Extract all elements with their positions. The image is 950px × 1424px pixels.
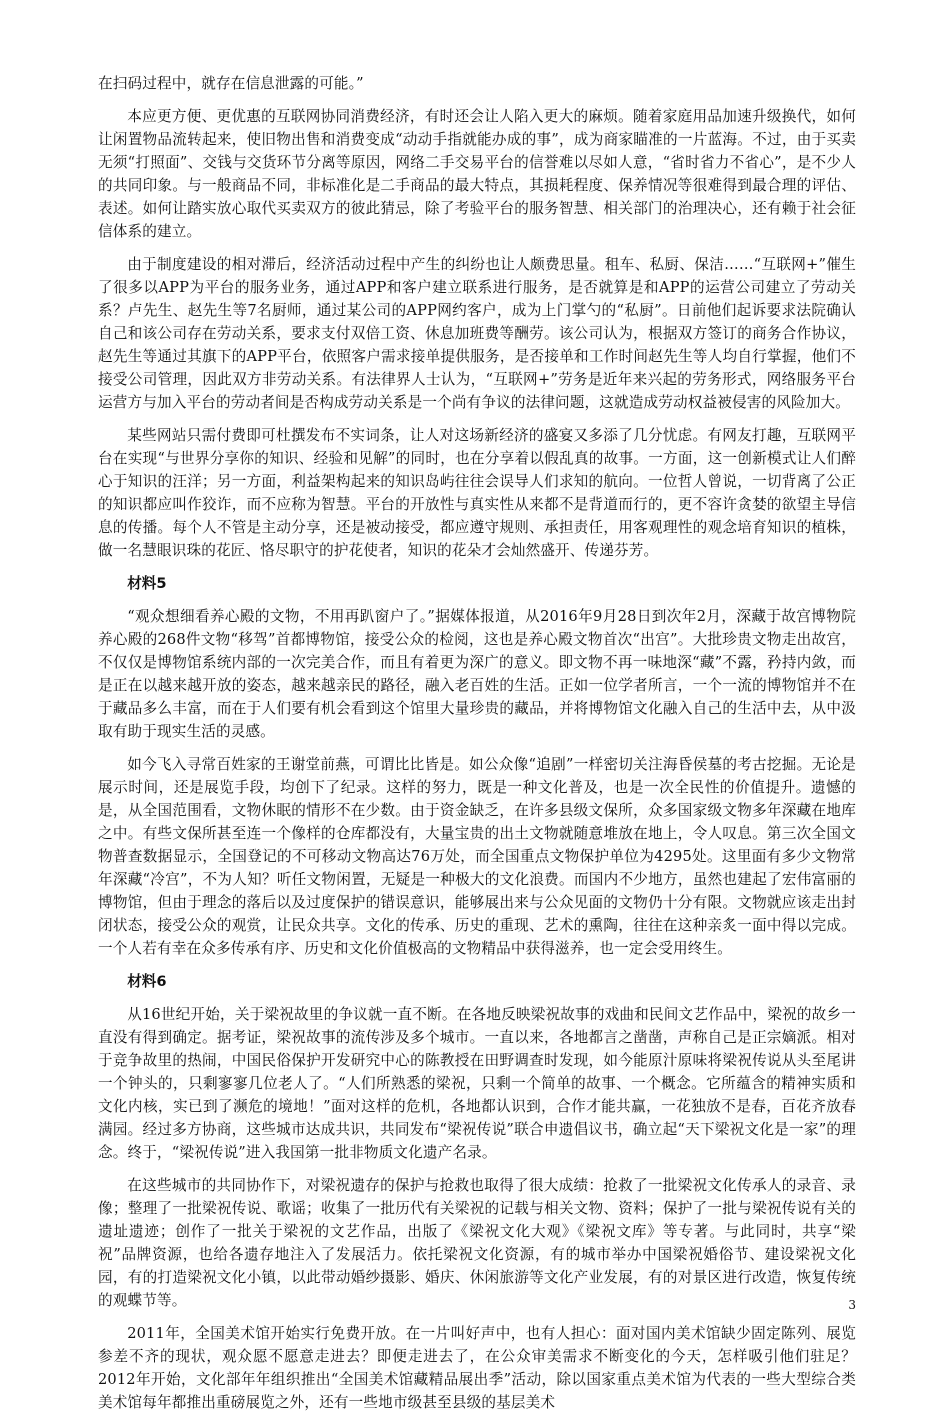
paragraph: 2011年，全国美术馆开始实行免费开放。在一片叫好声中，也有人担心：面对国内美术馆缺少固定陈列、展览参差不齐的现状，观众愿不愿意走进去？即便走进去了，在公众审美需求不断变化的今天，怎样吸引他们驻足？2012年开始，文化部年年组织推出“全国美术馆藏精品展出季”活动，除以国家重点美术馆为代表的一些大型综合类美术馆每年都推出重磅展览之外，还有一些地市级甚至县级的基层美术 (98, 1325, 856, 1411)
paragraph: 在扫码过程中，就存在信息泄露的可能。” (98, 75, 364, 92)
page-number: 3 (848, 1298, 856, 1312)
section-heading-material-5: 材料5 (127, 575, 167, 592)
paragraph: 某些网站只需付费即可杜撰发布不实词条，让人对这场新经济的盛宴又多添了几分忧虑。有网友打趣，互联网平台在实现“与世界分享你的知识、经验和见解”的同时，也在分享着以假乱真的故事。一方面，这一创新模式让人们醉心于知识的汪洋；另一方面，利益架构起来的知识岛屿往往会误导人们求知的航向。一位哲人曾说，一切背离了公正的知识都应叫作狡诈，而不应称为智慧。平台的开放性与真实性从来都不是背道而行的，更不容许贪婪的欲望主导信息的传播。每个人不管是主动分享，还是被动接受，都应遵守规则、承担责任，用客观理性的观念培育知识的植株，做一名慧眼识珠的花匠、恪尽职守的护花使者，知识的花朵才会灿然盛开、传递芬芳。 (98, 427, 856, 559)
paragraph: 由于制度建设的相对滞后，经济活动过程中产生的纠纷也让人颇费思量。租车、私厨、保洁……“互联网+”催生了很多以APP为平台的服务业务，通过APP和客户建立联系进行服务，是否就算是和APP的运营公司建立了劳动关系？卢先生、赵先生等7名厨师，通过某公司的APP网约客户，成为上门掌勺的“私厨”。日前他们起诉要求法院确认自己和该公司存在劳动关系，要求支付双倍工资、休息加班费等酬劳。该公司认为，根据双方签订的商务合作协议，赵先生等通过其旗下的APP平台，依照客户需求接单提供服务，是否接单和工作时间赵先生等人均自行掌握，他们不接受公司管理，因此双方非劳动关系。有法律界人士认为，“互联网+”劳务是近年来兴起的劳务形式，网络服务平台运营方与加入平台的劳动者间是否构成劳动关系是一个尚有争议的法律问题，这就造成劳动权益被侵害的风险加大。 (98, 256, 856, 411)
paragraph: 本应更方便、更优惠的互联网协同消费经济，有时还会让人陷入更大的麻烦。随着家庭用品加速升级换代，如何让闲置物品流转起来，使旧物出售和消费变成“动动手指就能办成的事”，成为商家瞄准的一片蓝海。不过，由于买卖无须“打照面”、交钱与交货环节分离等原因，网络二手交易平台的信誉难以尽如人意，“省时省力不省心”，是不少人的共同印象。与一般商品不同，非标准化是二手商品的最大特点，其损耗程度、保养情况等很难得到最合理的评估、表述。如何让踏实放心取代买卖双方的彼此猜忌，除了考验平台的服务智慧、相关部门的治理决心，还有赖于社会征信体系的建立。 (98, 108, 856, 240)
paragraph: 在这些城市的共同协作下，对梁祝遗存的保护与抢救也取得了很大成绩：抢救了一批梁祝文化传承人的录音、录像；整理了一批梁祝传说、歌谣；收集了一批历代有关梁祝的记载与相关文物、资料；保护了一批与梁祝传说有关的遗址遗迹；创作了一批关于梁祝的文艺作品，出版了《梁祝文化大观》《梁祝文库》等专著。与此同时，共享“梁祝”品牌资源，也给各遗存地注入了发展活力。依托梁祝文化资源，有的城市举办中国梁祝婚俗节、建设梁祝文化园，有的打造梁祝文化小镇，以此带动婚纱摄影、婚庆、休闲旅游等文化产业发展，有的对景区进行改造，恢复传统的观蝶节等。 (98, 1177, 856, 1309)
paragraph: “观众想细看养心殿的文物，不用再趴窗户了。”据媒体报道，从2016年9月28日到次年2月，深藏于故宫博物院养心殿的268件文物“移驾”首都博物馆，接受公众的检阅，这也是养心殿文物首次“出宫”。大批珍贵文物走出故宫，不仅仅是博物馆系统内部的一次完美合作，而且有着更为深广的意义。即文物不再一味地深“藏”不露，矜持内敛，而是正在以越来越开放的姿态，越来越亲民的路径，融入老百姓的生活。正如一位学者所言，一个一流的博物馆并不在于藏品多么丰富，而在于人们要有机会看到这个馆里大量珍贵的藏品，并将博物馆文化融入自己的生活中去，从中汲取有助于现实生活的灵感。 (98, 608, 856, 740)
paragraph: 如今飞入寻常百姓家的王谢堂前燕，可谓比比皆是。如公众像“追剧”一样密切关注海昏侯墓的考古挖掘。无论是展示时间，还是展览手段，均创下了纪录。这样的努力，既是一种文化普及，也是一次全民性的价值提升。遗憾的是，从全国范围看，文物休眠的情形不在少数。由于资金缺乏，在许多县级文保所，众多国家级文物多年深藏在地库之中。有些文保所甚至连一个像样的仓库都没有，大量宝贵的出土文物就随意堆放在地上，令人叹息。第三次全国文物普查数据显示，全国登记的不可移动文物高达76万处，而全国重点文物保护单位为4295处。这里面有多少文物常年深藏“冷宫”，不为人知？听任文物闲置，无疑是一种极大的文化浪费。而国内不少地方，虽然也建起了宏伟富丽的博物馆，但由于理念的落后以及过度保护的错误意识，能够展出来与公众见面的文物仍十分有限。文物就应该走出封闭状态，接受公众的观赏，让民众共享。文化的传承、历史的重现、艺术的熏陶，往往在这种亲炙一面中得以完成。一个人若有幸在众多传承有序、历史和文化价值极高的文物精品中获得滋养，也一定会受用终生。 (98, 756, 856, 957)
document-page (98, 72, 856, 1424)
paragraph: 从16世纪开始，关于梁祝故里的争议就一直不断。在各地反映梁祝故事的戏曲和民间文艺作品中，梁祝的故乡一直没有得到确定。据考证，梁祝故事的流传涉及多个城市。一直以来，各地都言之凿凿，声称自己是正宗嫡派。相对于竞争故里的热闹，中国民俗保护开发研究中心的陈教授在田野调查时发现，如今能原汁原味将梁祝传说从头至尾讲一个钟头的，只剩寥寥几位老人了。“人们所熟悉的梁祝，只剩一个简单的故事、一个概念。它所蕴含的精神实质和文化内核，实已到了濒危的境地！”面对这样的危机，各地都认识到，合作才能共赢，一花独放不是春，百花齐放春满园。经过多方协商，这些城市达成共识，共同发布“梁祝传说”联合申遗倡议书，确立起“天下梁祝文化是一家”的理念。终于，“梁祝传说”进入我国第一批非物质文化遗产名录。 (98, 1006, 856, 1161)
section-heading-material-6: 材料6 (127, 973, 167, 990)
